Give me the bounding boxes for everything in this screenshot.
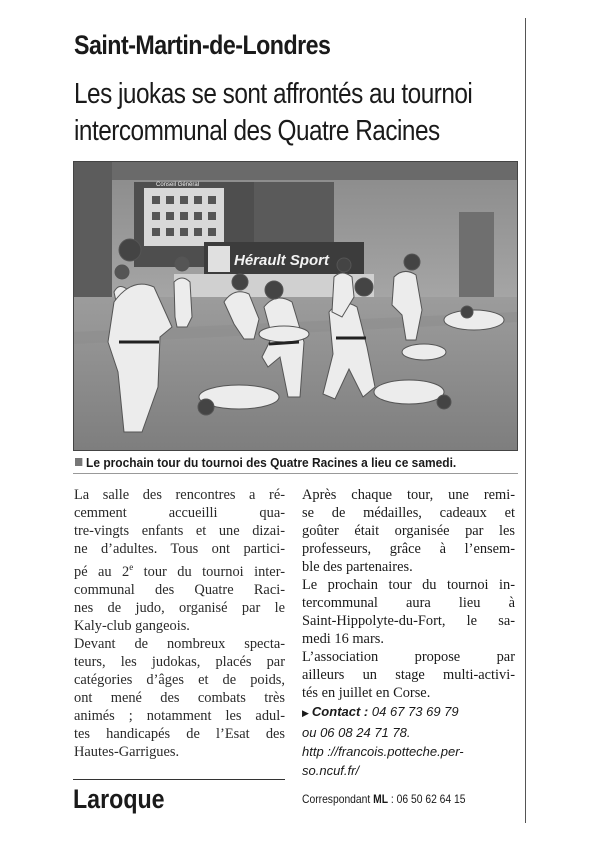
text-line: ne d’adultes. Tous ont partici- (74, 541, 285, 557)
photo-banner-text: Hérault Sport (234, 252, 330, 269)
paragraph-spectateurs (74, 635, 285, 761)
text-line: Hautes-Garrigues. (74, 743, 180, 760)
article-headline (74, 76, 511, 150)
text-line: ailleurs un stage multi-activi- (302, 667, 515, 683)
article-kicker: Saint-Martin-de-Londres (74, 30, 331, 60)
text-fragment: tour du tournoi inter- (133, 563, 285, 580)
text-line: Le prochain tour du tournoi in- (302, 577, 515, 593)
text-line: Kaly-club gangeois. (74, 617, 190, 634)
text-fragment: pé au 2 (74, 563, 130, 580)
photo-caption (75, 455, 456, 470)
headline-line-1: Les juokas se sont affrontés au tournoi (74, 78, 473, 110)
correspondant-phone: : 06 50 62 64 15 (388, 792, 466, 806)
paragraph-salle (74, 486, 285, 635)
text-line: L’association propose par (302, 649, 515, 665)
column-rule (525, 18, 526, 823)
text-line: Après chaque tour, une remi- (302, 487, 515, 503)
contact-block (302, 702, 515, 780)
text-line: tes handicapés de l’Esat des (74, 725, 285, 742)
text-line: Saint-Hippolyte-du-Fort, le sa- (302, 613, 515, 629)
text-line: tre-vingts enfants et une dizai- (74, 523, 285, 539)
text-line (74, 558, 285, 581)
text-line: ont mené des combats très (74, 689, 285, 706)
contact-url-end[interactable]: so.ncuf.fr/ (302, 763, 360, 778)
text-line: professeurs, grâce à l’ensem- (302, 541, 515, 557)
text-line: Devant de nombreux specta- (74, 635, 285, 652)
text-line: tercommunal aura lieu à (302, 595, 515, 611)
section-rule (73, 779, 285, 780)
contact-line (302, 702, 515, 723)
text-line: goûter était organisée par les (302, 523, 515, 539)
text-line: nes de judo, organisé par le (74, 599, 285, 616)
next-section-title: Laroque (73, 784, 165, 814)
contact-phone: 04 67 73 69 79 (371, 704, 459, 719)
paragraph-prochain-tour (302, 576, 515, 648)
contact-label: Contact : (311, 704, 369, 719)
text-line: animés ; notamment les adul- (74, 707, 285, 724)
correspondant-label: Correspondant (302, 792, 374, 806)
article-photo (73, 161, 518, 451)
caption-square-icon (75, 458, 82, 466)
caption-text: Le prochain tour du tournoi des Quatre Racines a lieu ce samedi. (86, 455, 457, 470)
article-column-2 (302, 486, 515, 780)
caption-rule (73, 473, 518, 474)
contact-phone-alt: ou 06 08 24 71 78. (302, 725, 411, 740)
triangle-right-icon: ▶ (302, 708, 309, 718)
correspondant-line (302, 792, 466, 806)
paragraph-association (302, 648, 515, 702)
text-line: La salle des rencontres a ré- (74, 487, 285, 503)
photo-panel-text: Conseil Général (156, 182, 200, 188)
text-line: catégories d’âges et de poids, (74, 671, 285, 688)
paragraph-remise (302, 486, 515, 576)
text-line: medi 16 mars. (302, 631, 384, 647)
text-line: tés en juillet en Corse. (302, 685, 431, 701)
headline-line-2: intercommunal des Quatre Racines (74, 115, 440, 147)
text-line: se de médailles, cadeaux et (302, 505, 515, 521)
text-line: ble des partenaires. (302, 559, 413, 575)
ordinal-suffix: e (129, 562, 134, 572)
text-line: cemment accueilli qua- (74, 505, 285, 521)
article-column-1 (74, 486, 285, 761)
text-line: communal des Quatre Raci- (74, 581, 285, 598)
judo-photo-illustration (74, 162, 517, 450)
contact-url[interactable]: http ://francois.potteche.per- (302, 744, 464, 759)
correspondant-ml: ML (373, 792, 389, 806)
text-line: teurs, les judokas, placés par (74, 653, 285, 670)
